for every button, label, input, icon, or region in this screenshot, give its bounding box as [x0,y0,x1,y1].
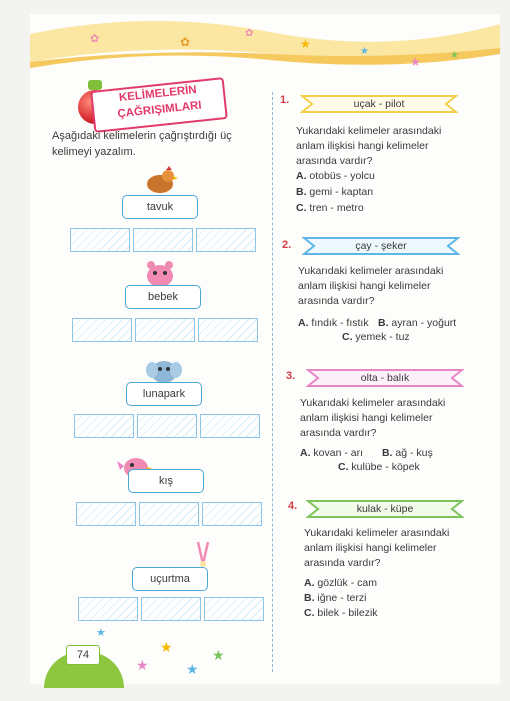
question-1-pair: uçak - pilot [353,98,405,110]
answer-box[interactable] [137,414,197,438]
hippo-baby-icon [144,260,176,288]
q2-option-b[interactable]: B. ayran - yoğurt [378,317,457,329]
answer-box[interactable] [200,414,260,438]
q3-option-a[interactable]: A. kovan - arı [300,447,364,459]
question-3-pair: olta - balık [360,372,410,384]
question-4-number: 4. [288,500,298,512]
question-3-number: 3. [286,370,296,382]
question-4-pair: kulak - küpe [356,503,414,515]
answer-box[interactable] [74,414,134,438]
star-icon: ★ [186,661,199,677]
q1-option-c[interactable]: C. tren - metro [296,202,364,214]
answer-box[interactable] [202,502,262,526]
top-banner [30,14,500,84]
star-icon: ★ [212,647,225,663]
chicken-icon [140,166,180,196]
question-1-text: Yukarıdaki kelimeler arasındaki anlam ilişkisi hangi kelimeler arasında vardır? [296,125,442,167]
question-3-text: Yukarıdaki kelimeler arasındaki anlam ilişkisi hangi kelimeler arasında vardır? [300,397,446,439]
q2-option-a[interactable]: A. fındık - fıstık [298,317,369,329]
answer-box[interactable] [198,318,258,342]
svg-text:✿: ✿ [180,35,191,49]
ornament-cap [88,80,102,90]
q2-option-c[interactable]: C. yemek - tuz [342,331,410,343]
question-1-number: 1. [280,94,290,106]
answer-box[interactable] [133,228,193,252]
answer-box[interactable] [72,318,132,342]
answer-box[interactable] [139,502,199,526]
q4-option-b[interactable]: B. iğne - terzi [304,592,367,604]
question-2-text: Yukarıdaki kelimeler arasındaki anlam ilişkisi hangi kelimeler arasında vardır? [298,265,444,307]
question-2-pair: çay - şeker [355,240,407,252]
svg-text:★: ★ [360,46,369,57]
answer-box[interactable] [196,228,256,252]
title-line-2: ÇAĞRIŞIMLARI [116,99,203,121]
instruction-text: Aşağıdaki kelimelerin çağrıştırdığı üç kelimeyi yazalım. [52,130,232,158]
star-icon: ★ [160,639,173,655]
page-number: 74 [66,645,100,665]
q1-option-b[interactable]: B. gemi - kaptan [296,186,374,198]
word-box-ucurtma: uçurtma [132,567,208,591]
star-icon: ★ [96,627,106,639]
title-line-1: KELİMELERİN [118,84,198,105]
word-box-bebek: bebek [125,285,201,309]
answer-box[interactable] [78,597,138,621]
rabbit-kite-icon [188,538,218,568]
star-icon: ★ [136,657,149,673]
column-divider [272,92,273,672]
question-4-text: Yukarıdaki kelimeler arasındaki anlam ilişkisi hangi kelimeler arasında vardır? [304,527,450,569]
answer-box[interactable] [76,502,136,526]
q4-option-a[interactable]: A. gözlük - cam [304,577,377,589]
q1-option-a[interactable]: A. otobüs - yolcu [296,170,375,182]
word-box-lunapark: lunapark [126,382,202,406]
answer-box[interactable] [141,597,201,621]
svg-text:★: ★ [300,37,311,51]
q3-option-c[interactable]: C. kulübe - köpek [338,461,420,473]
word-box-tavuk: tavuk [122,195,198,219]
answer-box[interactable] [204,597,264,621]
word-box-kis: kış [128,469,204,493]
answer-box[interactable] [135,318,195,342]
svg-text:★: ★ [410,55,421,69]
q4-option-c[interactable]: C. bilek - bilezik [304,607,378,619]
q3-option-b[interactable]: B. ağ - kuş [382,447,433,459]
svg-text:✿: ✿ [245,28,254,39]
answer-box[interactable] [70,228,130,252]
question-2-number: 2. [282,239,292,251]
svg-text:✿: ✿ [90,33,100,45]
svg-text:★: ★ [450,50,459,61]
